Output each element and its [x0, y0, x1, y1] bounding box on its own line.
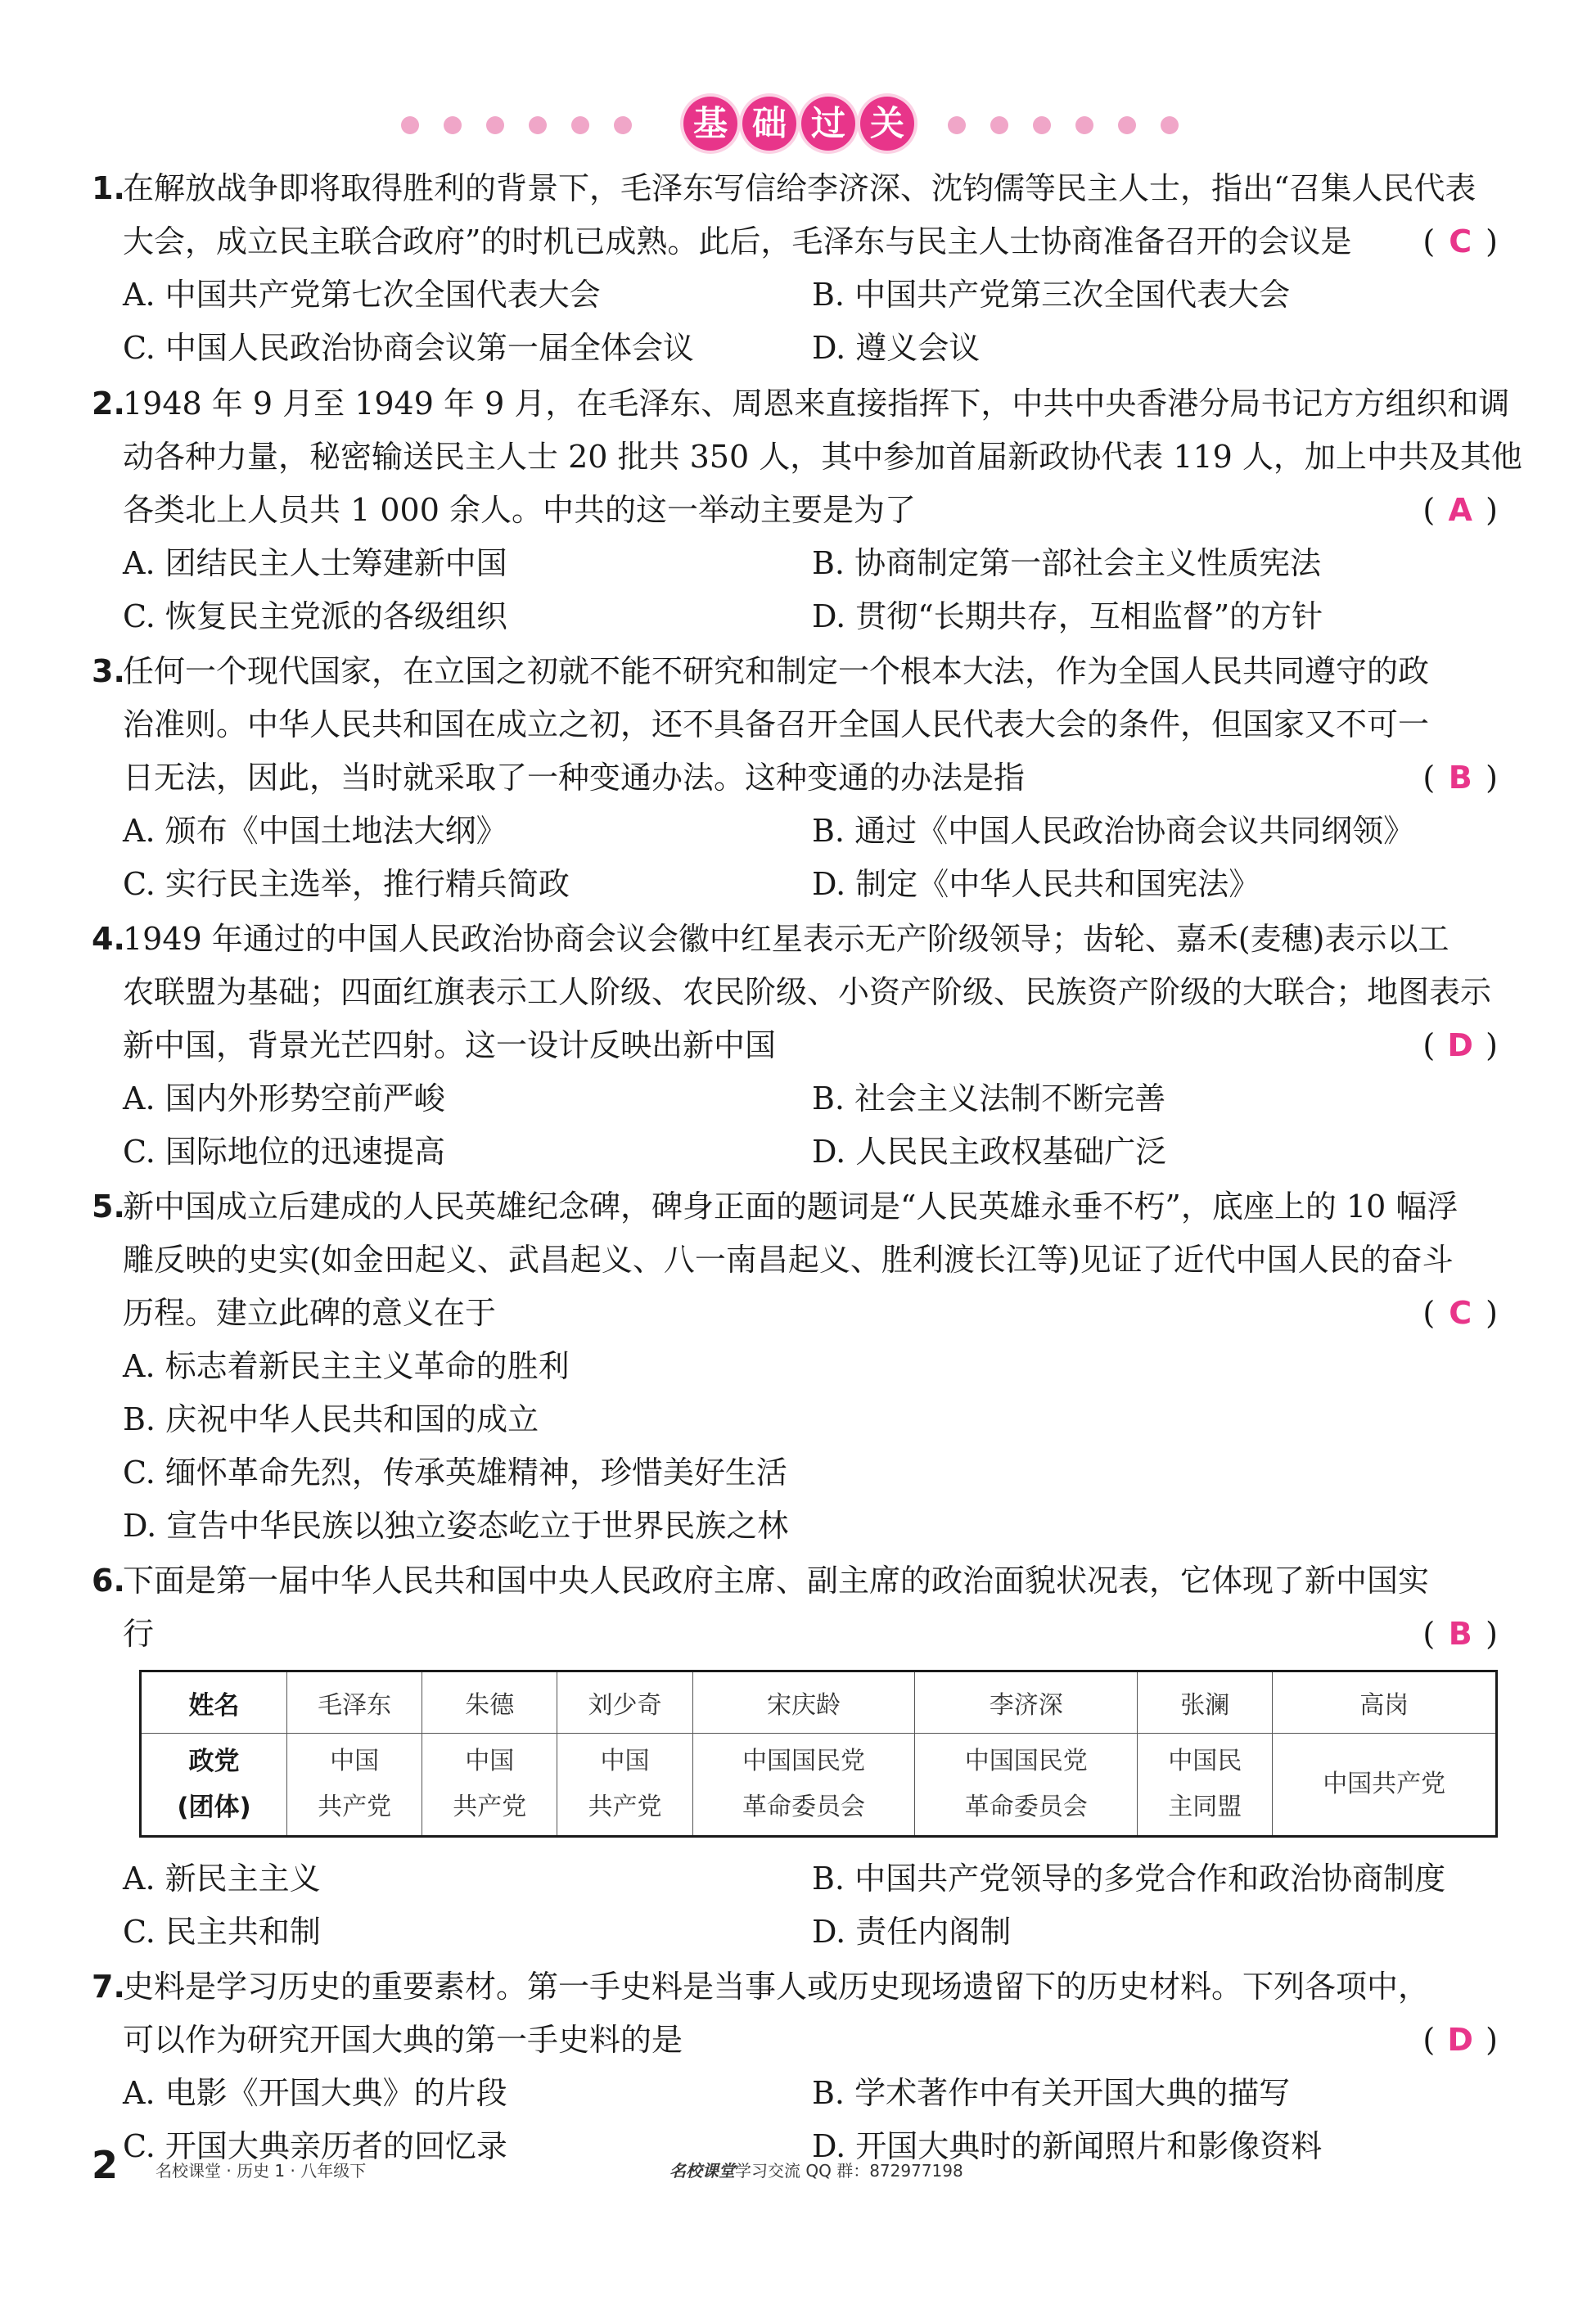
section-title	[683, 97, 914, 151]
option-a: A. 新民主主义	[123, 1861, 321, 1897]
question-text: 动各种力量，秘密输送民主人士 20 批共 350 人，其中参加首届新政协代表 119 人，加上中共及其他	[123, 439, 1522, 475]
question-number: 6.	[92, 1563, 125, 1599]
question-text: 下面是第一届中华人民共和国中央人民政府主席、副主席的政治面貌状况表，它体现了新中国实	[123, 1563, 1430, 1599]
question-text: 行	[123, 1616, 155, 1652]
brand-logo: 名校课堂	[670, 2161, 735, 2181]
option-c: C. 恢复民主党派的各级组织	[123, 598, 507, 634]
option-b: B. 学术著作中有关开国大典的描写	[812, 2075, 1291, 2111]
question-text: 雕反映的史实(如金田起义、武昌起义、八一南昌起义、胜利渡长江等)见证了近代中国人民的奋斗	[123, 1242, 1454, 1278]
answer-bracket: ( B )	[1391, 757, 1498, 798]
section-title-char: 关	[860, 97, 914, 151]
option-d: D. 人民民主政权基础广泛	[812, 1134, 1167, 1170]
question-text: 新中国成立后建成的人民英雄纪念碑，碑身正面的题词是“人民英雄永垂不朽”，底座上的 10 幅浮	[123, 1189, 1458, 1225]
question-number: 3.	[92, 653, 125, 689]
option-d: D. 遵义会议	[812, 330, 981, 366]
answer-mark: C	[1449, 1295, 1472, 1331]
table-cell: 中国 共产党	[287, 1734, 422, 1837]
question-number: 7.	[92, 1969, 125, 2005]
question-number: 4.	[92, 921, 125, 957]
table-row	[141, 1734, 1497, 1837]
option-b: B. 协商制定第一部社会主义性质宪法	[812, 545, 1322, 581]
question-text: 1949 年通过的中国人民政治协商会议会徽中红星表示无产阶级领导；齿轮、嘉禾(麦穗)表示以工	[123, 921, 1449, 957]
decorative-dots-left	[401, 116, 632, 134]
table-cell: 中国 共产党	[557, 1734, 692, 1837]
answer-mark: B	[1448, 760, 1472, 796]
qq-group-info	[670, 2158, 963, 2181]
question-text: 在解放战争即将取得胜利的背景下，毛泽东写信给李济深、沈钧儒等民主人士，指出“召集人民代表	[123, 170, 1477, 206]
section-title-char: 础	[742, 97, 796, 151]
page-number: 2	[92, 2143, 119, 2187]
option-a: A. 颁布《中国土地法大纲》	[123, 813, 507, 849]
question-text: 历程。建立此碑的意义在于	[123, 1295, 497, 1331]
answer-bracket: ( D )	[1391, 1025, 1498, 1066]
option-b: B. 通过《中国人民政治协商会议共同纲领》	[812, 813, 1415, 849]
option-c: C. 民主共和制	[123, 1914, 321, 1950]
table-cell: 高岗	[1273, 1671, 1497, 1734]
option-b: B. 中国共产党领导的多党合作和政治协商制度	[812, 1861, 1446, 1897]
option-c: C. 中国人民政治协商会议第一届全体会议	[123, 330, 694, 366]
option-b: B. 中国共产党第三次全国代表大会	[812, 277, 1291, 313]
question-text: 大会，成立民主联合政府”的时机已成熟。此后，毛泽东与民主人士协商准备召开的会议是	[123, 223, 1352, 259]
answer-mark: A	[1448, 492, 1472, 528]
option-b: B. 庆祝中华人民共和国的成立	[123, 1401, 539, 1437]
answer-bracket: ( A )	[1391, 489, 1498, 530]
option-d: D. 责任内阁制	[812, 1914, 1012, 1950]
table-cell: 李济深	[915, 1671, 1138, 1734]
table-row-header: 姓名	[141, 1671, 287, 1734]
question-text: 史料是学习历史的重要素材。第一手史料是当事人或历史现场遗留下的历史材料。下列各项中，	[123, 1969, 1430, 2005]
answer-bracket: ( D )	[1391, 2019, 1498, 2060]
table-row	[141, 1671, 1497, 1734]
question-text: 农联盟为基础；四面红旗表示工人阶级、农民阶级、小资产阶级、民族资产阶级的大联合；地图表示	[123, 974, 1492, 1010]
answer-mark: D	[1447, 1027, 1473, 1063]
table-cell: 张澜	[1138, 1671, 1273, 1734]
question-text: 新中国，背景光芒四射。这一设计反映出新中国	[123, 1027, 777, 1063]
table-cell: 中国民 主同盟	[1138, 1734, 1273, 1837]
section-header	[0, 97, 1596, 154]
question-text: 可以作为研究开国大典的第一手史料的是	[123, 2022, 683, 2058]
question-text: 任何一个现代国家，在立国之初就不能不研究和制定一个根本大法，作为全国人民共同遵守的政	[123, 653, 1430, 689]
table-row-header: 政党 (团体)	[141, 1734, 287, 1837]
option-c: C. 开国大典亲历者的回忆录	[123, 2128, 507, 2164]
question-number: 2.	[92, 386, 125, 422]
option-a: A. 国内外形势空前严峻	[123, 1080, 445, 1116]
section-title-char: 基	[683, 97, 737, 151]
option-c: C. 缅怀革命先烈，传承英雄精神，珍惜美好生活	[123, 1455, 787, 1491]
option-c: C. 国际地位的迅速提高	[123, 1134, 445, 1170]
section-title-char: 过	[801, 97, 855, 151]
table-cell: 中国 共产党	[422, 1734, 557, 1837]
table-cell: 中国共产党	[1273, 1734, 1497, 1837]
answer-bracket: ( B )	[1391, 1613, 1498, 1654]
table-cell: 中国国民党 革命委员会	[692, 1734, 915, 1837]
answer-mark: D	[1447, 2022, 1473, 2058]
question-text: 各类北上人员共 1 000 余人。中共的这一举动主要是为了	[123, 492, 916, 528]
book-title: 名校课堂 · 历史 1 · 八年级下	[156, 2161, 367, 2181]
option-d: D. 贯彻“长期共存，互相监督”的方针	[812, 598, 1323, 634]
option-a: A. 标志着新民主主义革命的胜利	[123, 1348, 570, 1384]
question-text: 治准则。中华人民共和国在成立之初，还不具备召开全国人民代表大会的条件，但国家又不可一	[123, 706, 1430, 742]
political-status-table	[139, 1670, 1498, 1838]
question-number: 5.	[92, 1189, 125, 1225]
answer-mark: B	[1448, 1616, 1472, 1652]
table-cell: 宋庆龄	[692, 1671, 915, 1734]
table-cell: 刘少奇	[557, 1671, 692, 1734]
answer-mark: C	[1449, 223, 1472, 259]
question-text: 1948 年 9 月至 1949 年 9 月，在毛泽东、周恩来直接指挥下，中共中央香港分局书记方方组织和调	[123, 386, 1510, 422]
decorative-dots-right	[948, 116, 1179, 134]
table-cell: 朱德	[422, 1671, 557, 1734]
answer-bracket: ( C )	[1391, 1292, 1498, 1333]
option-d: D. 制定《中华人民共和国宪法》	[812, 866, 1260, 902]
qq-group-text: 学习交流 QQ 群：872977198	[735, 2161, 963, 2181]
answer-bracket: ( C )	[1391, 221, 1498, 262]
option-a: A. 电影《开国大典》的片段	[123, 2075, 507, 2111]
option-d: D. 开国大典时的新闻照片和影像资料	[812, 2128, 1323, 2164]
option-a: A. 团结民主人士筹建新中国	[123, 545, 507, 581]
option-c: C. 实行民主选举，推行精兵简政	[123, 866, 570, 902]
option-d: D. 宣告中华民族以独立姿态屹立于世界民族之林	[123, 1508, 789, 1544]
option-b: B. 社会主义法制不断完善	[812, 1080, 1166, 1116]
table-cell: 毛泽东	[287, 1671, 422, 1734]
question-text: 日无法，因此，当时就采取了一种变通办法。这种变通的办法是指	[123, 760, 1026, 796]
option-a: A. 中国共产党第七次全国代表大会	[123, 277, 601, 313]
table-cell: 中国国民党 革命委员会	[915, 1734, 1138, 1837]
question-number: 1.	[92, 170, 125, 206]
